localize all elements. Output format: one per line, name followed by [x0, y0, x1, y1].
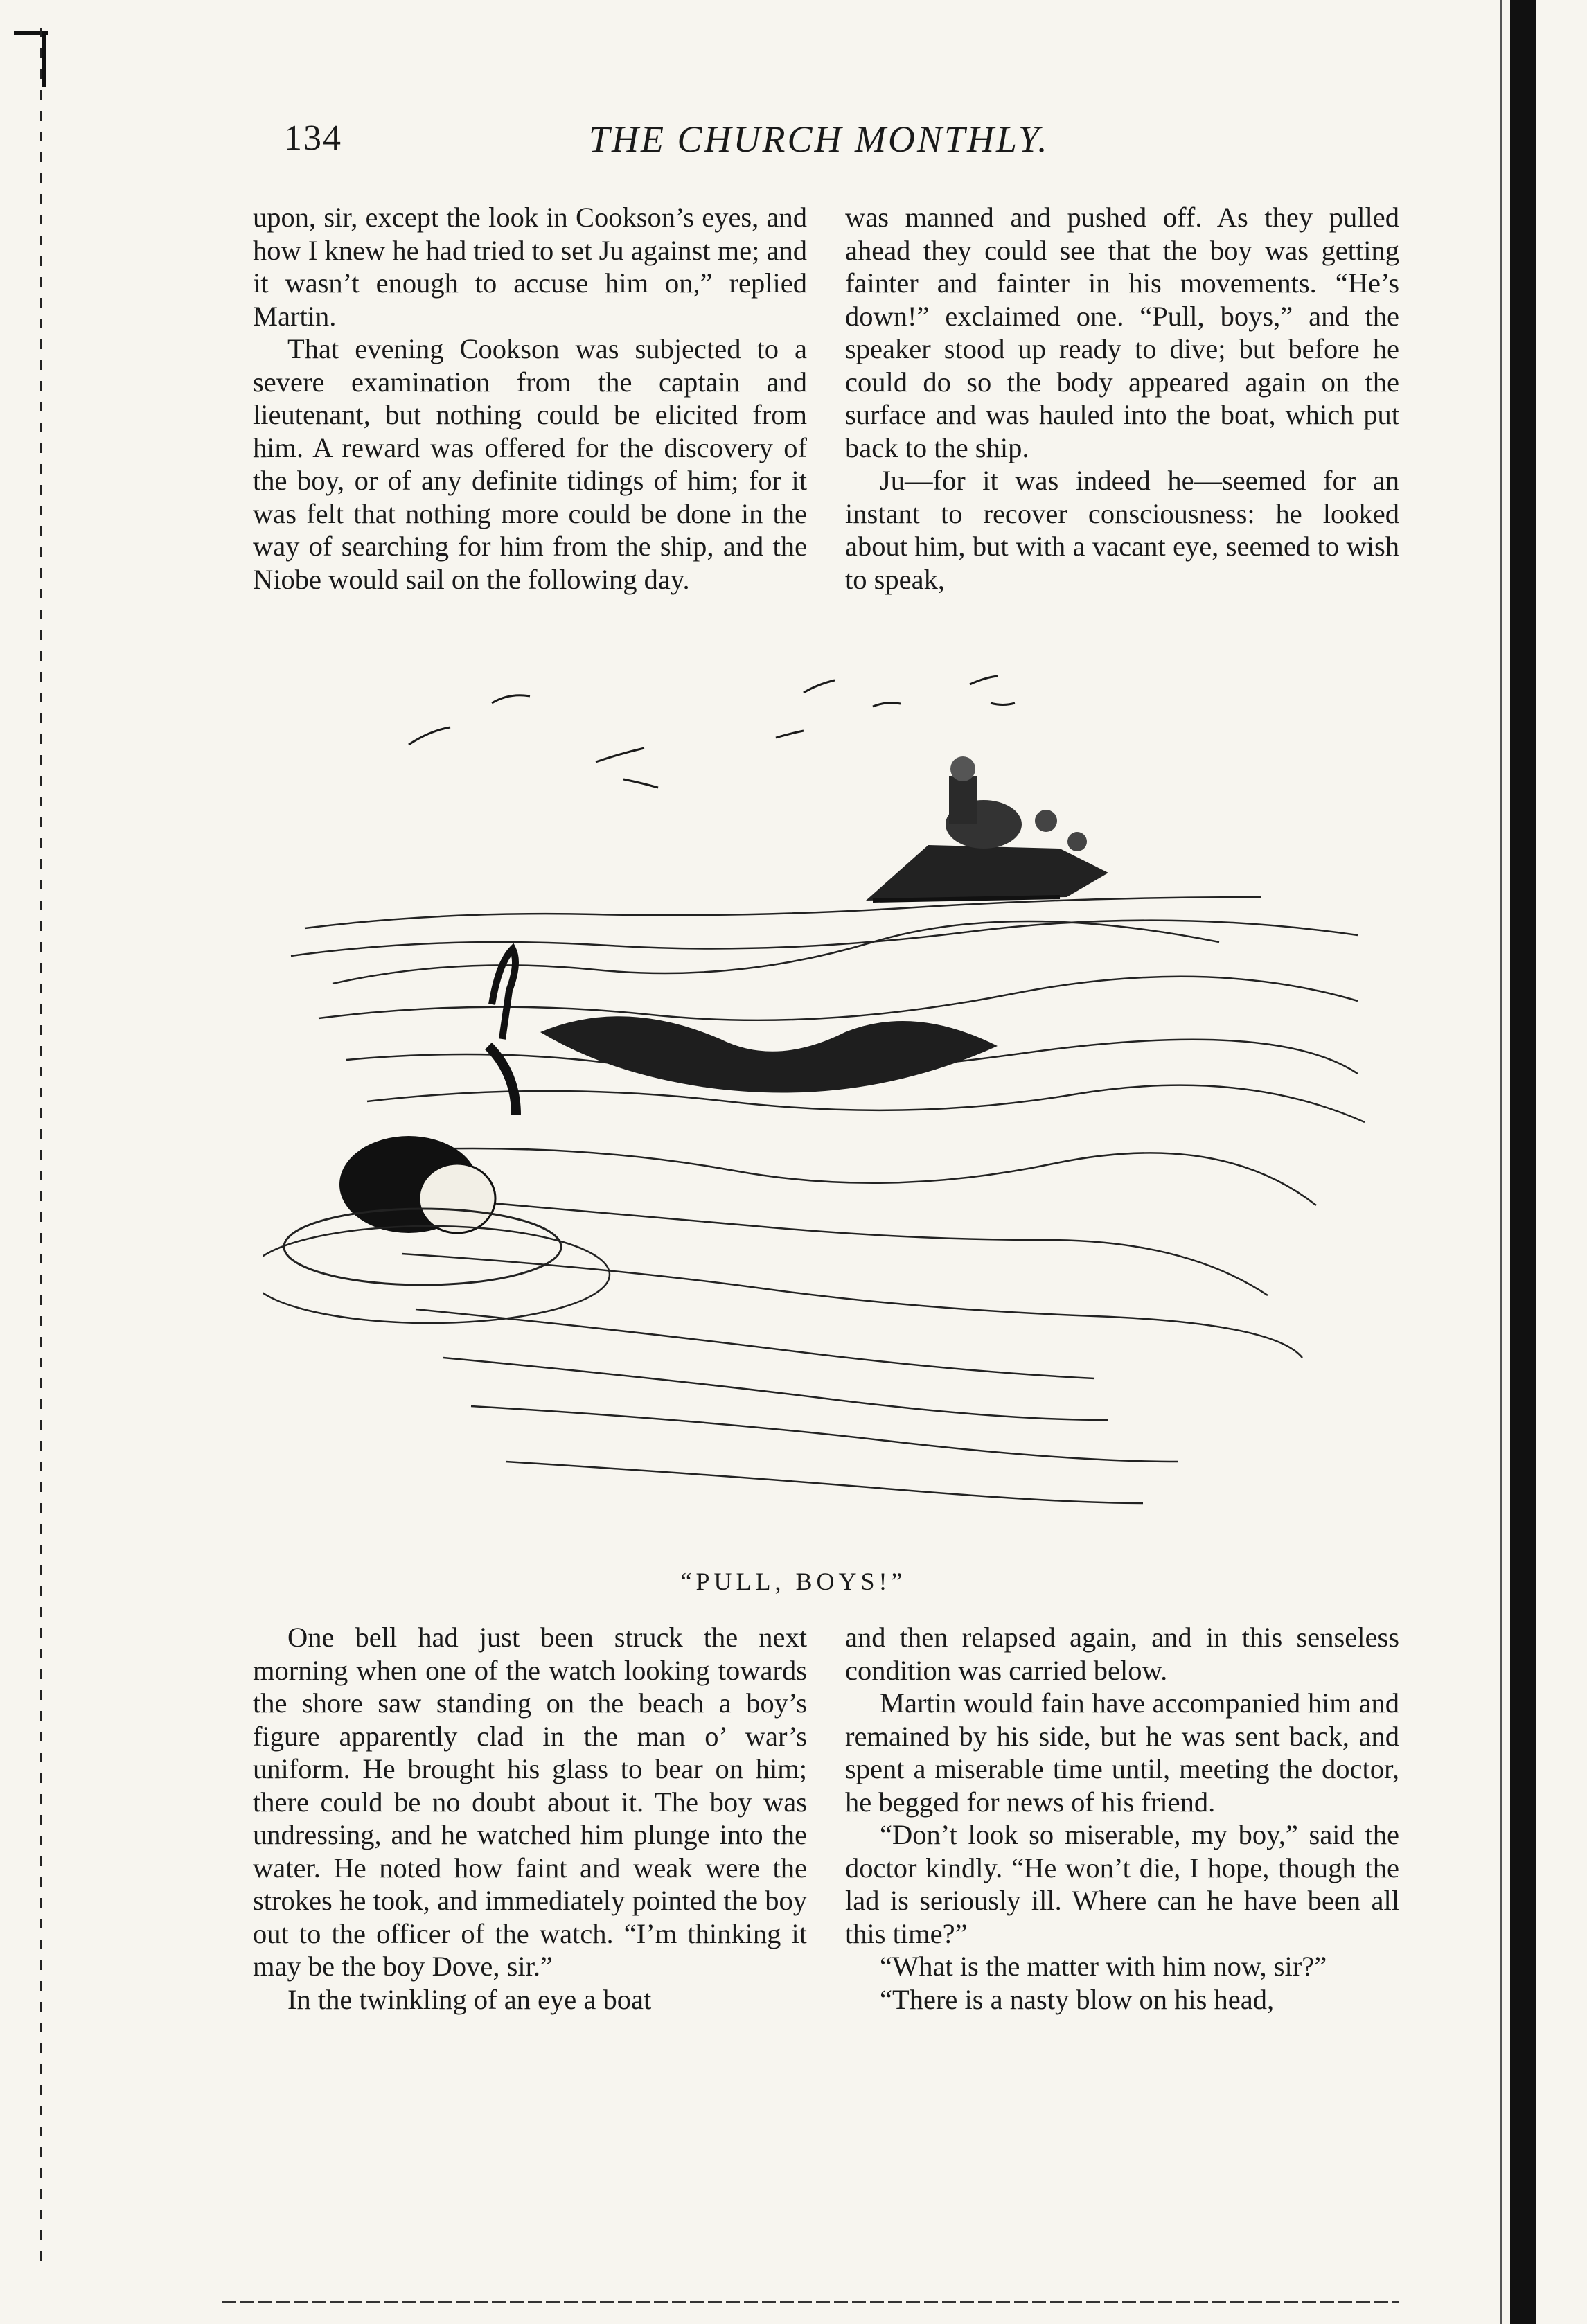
paragraph: In the twinkling of an eye a boat [287, 1983, 652, 2015]
scan-margin-line [40, 28, 42, 2272]
paragraph: Ju—for it was indeed he—seemed for an instant to recover consciousness: he looked about him, but with a vacant eye, seemed to wish to speak, [845, 465, 1399, 595]
bottom-rule [222, 2301, 1399, 2303]
page-header [284, 118, 1420, 166]
column-bottom-right [845, 1621, 1399, 2016]
bird [596, 748, 644, 762]
paragraph: upon, sir, except the look in Cookson’s eyes, and how I knew he had tried to set Ju against me; and it wasn’t enough to accuse him on,” replied Martin. [253, 202, 807, 332]
bird [873, 703, 901, 707]
bird [776, 731, 804, 738]
scan-binding-edge [1510, 0, 1536, 2324]
paragraph: Martin would fain have accompanied him and remained by his side, but he was sent back, and spent a miserable time until, meeting the doctor, he begged for news of his friend. [845, 1687, 1399, 1818]
column-bottom-left [253, 1621, 807, 2016]
bird [623, 779, 658, 788]
paragraph: was manned and pushed off. As they pulled ahead they could see that the boy was getting fainter and fainter in his movements. “He’s down!” exclaimed one. “Pull, boys,” and the speaker stood up ready to dive; but before he could do so the body appeared again on the surface and was hauled into the boat, which put back to the ship. [845, 202, 1399, 463]
column-top-right [845, 201, 1399, 596]
engraving-illustration [263, 672, 1399, 1600]
paragraph: “There is a nasty blow on his head, [880, 1983, 1275, 2015]
column-top-left [253, 201, 807, 596]
bird [804, 680, 835, 693]
wave-crest [540, 1016, 998, 1092]
swimming-boy [263, 949, 610, 1323]
paragraph: “Don’t look so miserable, my boy,” said the doctor kindly. “He won’t die, I hope, though the lad is seriously ill. Where can he have been all this time?” [845, 1819, 1399, 1949]
paragraph: “What is the matter with him now, sir?” [880, 1951, 1327, 1982]
paragraph: One bell had just been struck the next morning when one of the watch looking towards the shore saw standing on the beach a boy’s figure apparently clad in the man o’ war’s uniform. He brought his glass to bear on him; there could be no doubt about it. The boy was undressing, and he watched him plunge into the water. He noted how faint and weak were the strokes he took, and immediately pointed the boy out to the officer of the watch. “I’m thinking it may be the boy Dove, sir.” [253, 1622, 807, 1982]
scan-edge-line [1500, 0, 1502, 2324]
rowing-boat [866, 756, 1108, 901]
paragraph: That evening Cookson was subjected to a severe examination from the captain and lieutenant, but nothing could be elicited from him. A reward was offered for the discovery of the boy, or of any definite tidings of him; for it was felt that nothing more could be done in the way of searching for him from the ship, and the Niobe would sail on the following day. [253, 333, 807, 595]
bird [409, 727, 450, 745]
bird [970, 676, 998, 684]
paragraph: and then relapsed again, and in this senseless condition was carried below. [845, 1622, 1399, 1686]
illustration-caption: “PULL, BOYS!” [680, 1568, 907, 1595]
running-title: THE CHURCH MONTHLY. [589, 118, 1049, 160]
page-number: 134 [284, 118, 342, 158]
bird [991, 703, 1015, 705]
bird [492, 695, 530, 703]
